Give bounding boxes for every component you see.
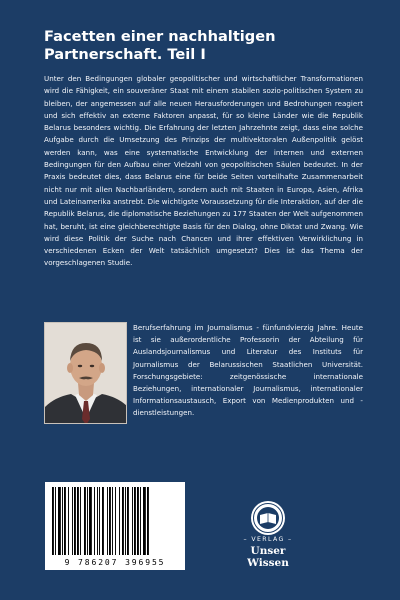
barcode-bar — [102, 487, 104, 555]
barcode-bar — [115, 487, 116, 555]
barcode-bar — [140, 487, 141, 555]
barcode-bar — [125, 487, 126, 555]
barcode-bar — [68, 487, 69, 555]
barcode-bar — [94, 487, 95, 555]
barcode-bar — [58, 487, 61, 555]
barcode-bar — [80, 487, 81, 555]
barcode-bar — [74, 487, 76, 555]
barcode-bar — [52, 487, 54, 555]
barcode-bar — [122, 487, 124, 555]
barcode-bar — [109, 487, 111, 555]
barcode-bar — [119, 487, 120, 555]
author-bio: Berufserfahrung im Journalismus - fünfundvierzig Jahre. Heute ist sie außerordentliche Professorin der Abteilung für Auslandsjournalismus und Literatur des Instituts für Journalismus der Belarussischen Staatlichen Universität. Forschungsgebiete: zeitgenössische internationale Beziehungen, internationaler Journalismus, internationaler Informationsaustausch, Export von Medienprodukten und -dienstleistungen. — [133, 323, 363, 418]
barcode-bar — [134, 487, 136, 555]
barcode-bar — [112, 487, 113, 555]
barcode-bar — [77, 487, 79, 555]
isbn-barcode — [45, 482, 185, 570]
isbn-digits: 9 786207 396955 — [64, 558, 166, 567]
barcode-bar — [84, 487, 86, 555]
book-title: Facetten einer nachhaltigen Partnerschaft. Teil I — [44, 28, 276, 63]
barcode-bar — [72, 487, 73, 555]
barcode-bar — [107, 487, 108, 555]
barcode-bar — [62, 487, 63, 555]
barcode-bar — [143, 487, 146, 555]
author-portrait-image — [45, 323, 127, 424]
book-emblem-icon — [250, 500, 286, 536]
barcode-bar — [137, 487, 139, 555]
author-photo — [44, 322, 127, 424]
publisher-block — [228, 500, 308, 569]
barcode-bar — [127, 487, 129, 555]
publisher-verlag-label: – VERLAG – — [243, 536, 293, 543]
barcode-bar — [87, 487, 88, 555]
barcode-bar — [89, 487, 92, 555]
barcode-bar — [132, 487, 133, 555]
barcode-bar — [99, 487, 100, 555]
barcode-bar — [55, 487, 56, 555]
publisher-name: Unser Wissen — [247, 545, 289, 569]
book-blurb: Unter den Bedingungen globaler geopolitischer und wirtschaftlicher Transformationen wird die Fähigkeit, ein souveräner Staat mit einem stabilen sozio-politischen System zu bleiben, der angemessen auf alle neuen Herausforderungen und Bedrohungen reagiert und sich effektiv an externe Faktoren anpasst, für so kleine Länder wie die Republik Belarus besonders wichtig. Die Erfahrung der letzten Jahrzehnte zeigt, dass eine solche Aufgabe durch die Umsetzung des Prinzips der multivektoralen Außenpolitik gelöst werden kann, was eine systematische Entwicklung der internen und externen Bedingungen für den Aufbau einer Vielzahl von geopolitischen Säulen bedeutet. In der Praxis bedeutet dies, dass Belarus eine für beide Seiten vorteilhafte Zusammenarbeit nicht nur mit allen Nachbarländern, sondern auch mit Staaten in Europa, Asien, Afrika und Lateinamerika anstrebt. Die wichtigste Voraussetzung für die Interaktion, auf der die Republik Belarus, die diplomatische Beziehungen zu 177 Staaten der Welt aufgenommen hat, beruht, ist eine gleichberechtigte Basis für den Dialog, ohne Diktat und Zwang. Wie wird diese Politik der Suche nach Chancen und ihrer effektiven Verwirklichung in verschiedenen Ecken der Welt tatsächlich umgesetzt? Dies ist das Thema der vorgeschlagenen Studie. — [44, 74, 363, 268]
barcode-bars — [50, 487, 180, 557]
barcode-bar — [147, 487, 149, 555]
barcode-bar — [97, 487, 98, 555]
barcode-bar — [64, 487, 66, 555]
